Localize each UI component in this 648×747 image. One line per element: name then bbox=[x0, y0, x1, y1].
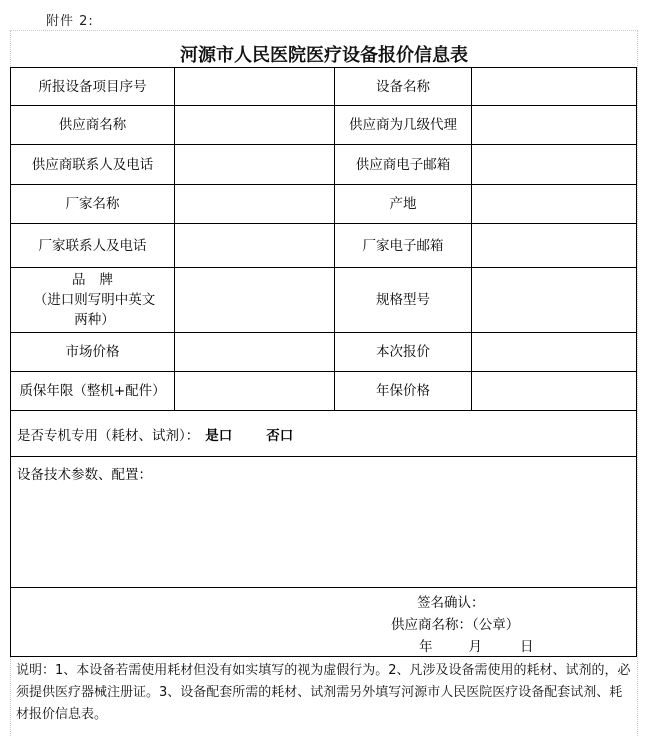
field-project-no[interactable] bbox=[175, 68, 335, 106]
label-maker-contact: 厂家联系人及电话 bbox=[11, 224, 175, 268]
field-warranty[interactable] bbox=[175, 372, 335, 411]
field-origin[interactable] bbox=[472, 185, 637, 224]
label-device-name: 设备名称 bbox=[335, 68, 472, 106]
field-supplier-email[interactable] bbox=[472, 145, 637, 185]
label-brand bbox=[11, 268, 175, 333]
field-quote-price[interactable] bbox=[472, 333, 637, 372]
field-maker-contact[interactable] bbox=[175, 224, 335, 268]
table-row bbox=[11, 224, 637, 268]
date-month: 月 bbox=[468, 639, 482, 655]
tech-params-label: 设备技术参数、配置： bbox=[17, 467, 152, 483]
label-supplier-contact: 供应商联系人及电话 bbox=[11, 145, 175, 185]
signature-block bbox=[391, 592, 631, 658]
exclusive-question: 是否专机专用（耗材、试剂）： bbox=[17, 427, 200, 444]
table-row bbox=[11, 145, 637, 185]
table-row bbox=[11, 372, 637, 411]
field-supplier-level[interactable] bbox=[472, 106, 637, 145]
label-supplier-name: 供应商名称 bbox=[11, 106, 175, 145]
table-row bbox=[11, 268, 637, 333]
label-origin: 产地 bbox=[335, 185, 472, 224]
exclusive-no-option[interactable]: 否口 bbox=[266, 427, 294, 444]
attachment-label: 附件 2: bbox=[46, 14, 94, 29]
label-maker-email: 厂家电子邮箱 bbox=[335, 224, 472, 268]
field-annual-fee[interactable] bbox=[472, 372, 637, 411]
label-maker-name: 厂家名称 bbox=[11, 185, 175, 224]
tech-params-cell[interactable] bbox=[11, 457, 637, 588]
date-day: 日 bbox=[520, 639, 534, 655]
sign-confirm-label: 签名确认： bbox=[417, 595, 485, 611]
table-row bbox=[11, 185, 637, 224]
supplier-seal-label: 供应商名称：（公章） bbox=[391, 617, 520, 633]
quote-form-table bbox=[10, 67, 637, 657]
label-market-price: 市场价格 bbox=[11, 333, 175, 372]
field-supplier-contact[interactable] bbox=[175, 145, 335, 185]
table-row bbox=[11, 588, 637, 657]
signature-cell bbox=[11, 588, 637, 657]
brand-label-main: 品牌 bbox=[72, 272, 127, 288]
table-row bbox=[11, 68, 637, 106]
brand-label-note: （进口则写明中英文两种） bbox=[33, 292, 156, 328]
date-year: 年 bbox=[419, 639, 433, 655]
label-project-no: 所报设备项目序号 bbox=[11, 68, 175, 106]
date-line bbox=[391, 636, 631, 658]
field-market-price[interactable] bbox=[175, 333, 335, 372]
form-title: 河源市人民医院医疗设备报价信息表 bbox=[180, 45, 468, 66]
field-supplier-name[interactable] bbox=[175, 106, 335, 145]
field-device-name[interactable] bbox=[472, 68, 637, 106]
label-spec-model: 规格型号 bbox=[335, 268, 472, 333]
label-warranty: 质保年限（整机+配件） bbox=[11, 372, 175, 411]
table-row bbox=[11, 411, 637, 457]
table-row bbox=[11, 106, 637, 145]
table-row bbox=[11, 457, 637, 588]
exclusive-yes-option[interactable]: 是口 bbox=[205, 427, 233, 444]
field-maker-name[interactable] bbox=[175, 185, 335, 224]
field-maker-email[interactable] bbox=[472, 224, 637, 268]
explanation-note: 说明：1、本设备若需使用耗材但没有如实填写的视为虚假行为。2、凡涉及设备需使用的耗材、试剂的，必须提供医疗器械注册证。3、设备配套所需的耗材、试剂需另外填写河源市人民医院医疗设备配套试剂、耗材报价信息表。 bbox=[16, 663, 631, 722]
field-spec-model[interactable] bbox=[472, 268, 637, 333]
exclusive-use-row bbox=[11, 411, 637, 457]
label-supplier-email: 供应商电子邮箱 bbox=[335, 145, 472, 185]
label-quote-price: 本次报价 bbox=[335, 333, 472, 372]
label-supplier-level: 供应商为几级代理 bbox=[335, 106, 472, 145]
field-brand[interactable] bbox=[175, 268, 335, 333]
table-row bbox=[11, 333, 637, 372]
label-annual-fee: 年保价格 bbox=[335, 372, 472, 411]
